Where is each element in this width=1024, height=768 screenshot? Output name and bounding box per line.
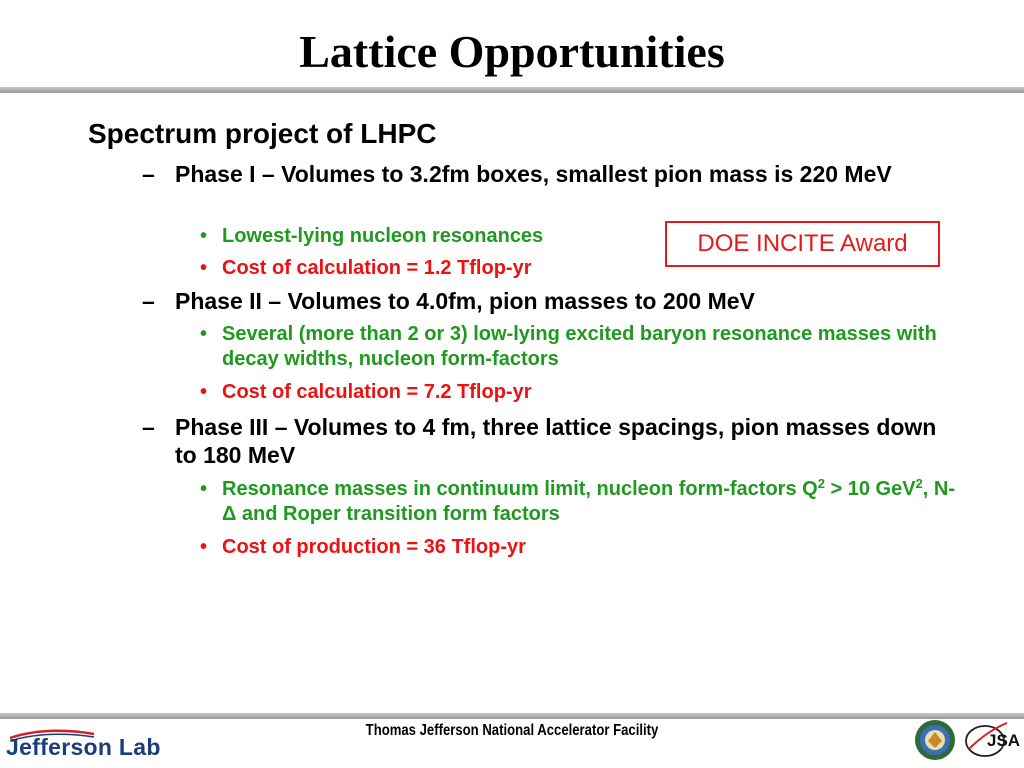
phase-3-text: Phase III – Volumes to 4 fm, three lattice spacings, pion masses down to 180 MeV	[175, 414, 937, 468]
bullet-text: Cost of calculation = 1.2 Tflop-yr	[222, 257, 532, 279]
bullet-marker: •	[200, 536, 208, 558]
slide-title: Lattice Opportunities	[299, 26, 725, 77]
phase-2-bullet-2	[200, 380, 960, 405]
top-divider	[0, 87, 1024, 93]
dash-marker: –	[142, 288, 155, 314]
footer-facility-name: Thomas Jefferson National Accelerator Facility	[365, 722, 659, 739]
dash-marker: –	[142, 414, 155, 440]
phase-1-text: Phase I – Volumes to 3.2fm boxes, smallest pion mass is 220 MeV	[175, 161, 892, 187]
bullet-text	[222, 477, 960, 527]
superscript-q: 2	[817, 476, 825, 491]
bottom-divider	[0, 713, 1024, 719]
bullet-marker: •	[200, 225, 208, 247]
phase-1-item	[142, 160, 942, 188]
bullet-marker: •	[200, 381, 208, 403]
phase-2-text: Phase II – Volumes to 4.0fm, pion masses to 200 MeV	[175, 288, 755, 314]
superscript-gev: 2	[915, 476, 923, 491]
phase-3-bullet-2	[200, 535, 960, 560]
bullet-marker: •	[200, 323, 208, 345]
bullet-text: Cost of production = 36 Tflop-yr	[222, 536, 526, 558]
phase-2-bullet-1	[200, 322, 960, 372]
phase-2-item	[142, 287, 942, 315]
bullet-text: Lowest-lying nucleon resonances	[222, 225, 544, 247]
jsa-text: JSA	[987, 731, 1021, 750]
bullet-marker: •	[200, 478, 208, 500]
bullet-text-c: , N-Δ and Roper transition form factors	[222, 478, 955, 525]
jefferson-lab-logo	[6, 728, 166, 762]
bullet-marker: •	[200, 257, 208, 279]
phase-3-bullet-1	[200, 477, 960, 527]
phase-3-item	[142, 413, 942, 469]
bullet-text: Cost of calculation = 7.2 Tflop-yr	[222, 381, 532, 403]
dash-marker: –	[142, 161, 155, 187]
bullet-text: Several (more than 2 or 3) low-lying excited baryon resonance masses with decay widths, nucleon form-factors	[222, 323, 937, 370]
logo-text: Jefferson Lab	[6, 734, 161, 760]
incite-award-callout: DOE INCITE Award	[665, 221, 940, 267]
bullet-text-a: Resonance masses in continuum limit, nucleon form-factors Q	[222, 478, 818, 500]
bullet-text-b: > 10 GeV	[824, 478, 916, 500]
doe-seal-icon	[914, 719, 956, 761]
main-heading: Spectrum project of LHPC	[88, 118, 437, 149]
jsa-logo	[963, 719, 1021, 763]
